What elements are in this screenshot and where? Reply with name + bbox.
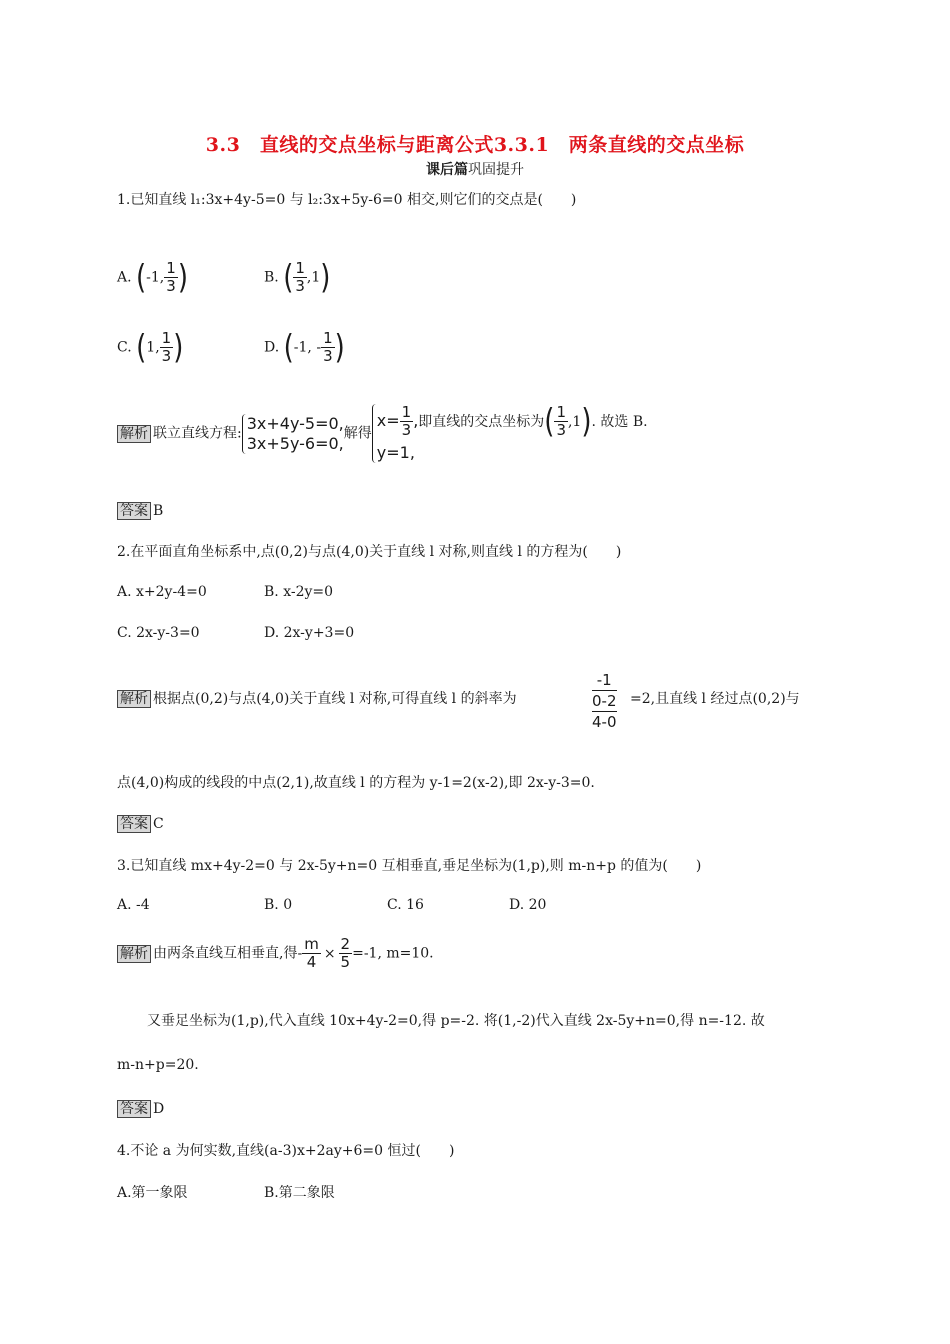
section-subtitle <box>0 159 950 179</box>
answer-value: D <box>153 1101 165 1117</box>
q3-option-b: B. 0 <box>264 897 293 913</box>
q2-option-d: D. 2x-y+3=0 <box>264 625 355 641</box>
q3-analysis-line1: 解析 由两条直线互相垂直,得- $\frac{m}{4}$ × $\frac{2}{5}$ =-1, m=10. <box>117 936 434 971</box>
answer-tag: 答案 <box>117 502 151 520</box>
question-4: 4.不论 a 为何实数,直线(a-3)x+2ay+6=0 恒过( ) <box>117 1143 455 1159</box>
option-label: C. <box>117 339 132 356</box>
analysis-tag: 解析 <box>117 945 151 963</box>
q2-option-a: A. x+2y-4=0 <box>117 584 207 600</box>
q1-option-d: D. (-1, - $\frac{1}{3}$ ) <box>264 328 345 367</box>
subtitle-bold: 课后篇 <box>426 162 468 178</box>
q2-answer <box>117 813 164 833</box>
analysis-lead: 联立直线方程: <box>153 425 242 442</box>
q2-analysis-tail: =2,且直线 l 经过点(0,2)与 <box>630 691 800 707</box>
q2-option-c: C. 2x-y-3=0 <box>117 625 200 641</box>
analysis-tag: 解析 <box>117 425 151 443</box>
question-2: 2.在平面直角坐标系中,点(0,2)与点(4,0)关于直线 l 对称,则直线 l 的方程为( ) <box>117 544 622 560</box>
q4-option-b: B.第二象限 <box>264 1185 335 1201</box>
q3-analysis-line2: 又垂足坐标为(1,p),代入直线 10x+4y-2=0,得 p=-2. 将(1,-2)代入直线 2x-5y+n=0,得 n=-12. 故 <box>147 1013 765 1029</box>
fraction: $\frac{1}{3}$ <box>323 329 333 365</box>
answer-value: B <box>153 503 164 519</box>
question-1: 1.已知直线 l₁:3x+4y-5=0 与 l₂:3x+5y-6=0 相交,则它们的交点是( ) <box>117 192 577 208</box>
option-label: B. <box>264 269 279 286</box>
analysis-tag: 解析 <box>117 690 151 708</box>
q3-option-a: A. -4 <box>117 897 150 913</box>
q4-option-a: A.第一象限 <box>117 1185 188 1201</box>
page-title: 3.3 直线的交点坐标与距离公式3.3.1 两条直线的交点坐标 <box>205 134 745 156</box>
q2-analysis-line2: 点(4,0)构成的线段的中点(2,1),故直线 l 的方程为 y-1=2(x-2),即 2x-y-3=0. <box>117 775 595 791</box>
solution-system: x= $\frac{1}{3}$ ,即直线的交点坐标为( $\frac{1}{3}$ ,1). 故选 B. y=1, <box>372 404 648 463</box>
answer-tag: 答案 <box>117 815 151 833</box>
fraction: $\frac{1}{3}$ <box>166 259 176 295</box>
q1-answer <box>117 500 163 520</box>
fraction: $\frac{1}{3}$ <box>295 259 305 295</box>
fraction: $\frac{1}{3}$ <box>161 329 172 365</box>
q3-answer <box>117 1098 164 1118</box>
answer-value: C <box>153 816 164 832</box>
option-label: D. <box>264 339 280 356</box>
subtitle-rest: 巩固提升 <box>468 162 524 178</box>
q2-option-b: B. x-2y=0 <box>264 584 334 600</box>
option-pre: -1, <box>146 269 165 286</box>
q1-option-b: B. ( $\frac{1}{3}$ ,1) <box>264 258 331 297</box>
analysis-mid: 解得 <box>343 425 372 442</box>
q1-analysis <box>117 404 648 463</box>
answer-tag: 答案 <box>117 1100 151 1118</box>
equation-system: 3x+4y-5=0, 3x+5y-6=0, <box>242 414 344 454</box>
q3-option-d: D. 20 <box>509 897 547 913</box>
q3-analysis-line3: m-n+p=20. <box>117 1057 199 1073</box>
q3-option-c: C. 16 <box>387 897 424 913</box>
q1-option-c: C. (1, $\frac{1}{3}$ ) <box>117 328 184 367</box>
q2-slope-fraction: -1 0-2 4-0 <box>592 671 617 731</box>
question-3: 3.已知直线 mx+4y-2=0 与 2x-5y+n=0 互相垂直,垂足坐标为(1,p),则 m-n+p 的值为( ) <box>117 858 702 874</box>
option-post: ,1 <box>306 269 321 286</box>
q1-option-a: A. (-1, $\frac{1}{3}$ ) <box>117 258 188 297</box>
option-label: A. <box>117 269 132 286</box>
q2-analysis-line1: 解析 根据点(0,2)与点(4,0)关于直线 l 对称,可得直线 l 的斜率为 <box>117 688 517 708</box>
